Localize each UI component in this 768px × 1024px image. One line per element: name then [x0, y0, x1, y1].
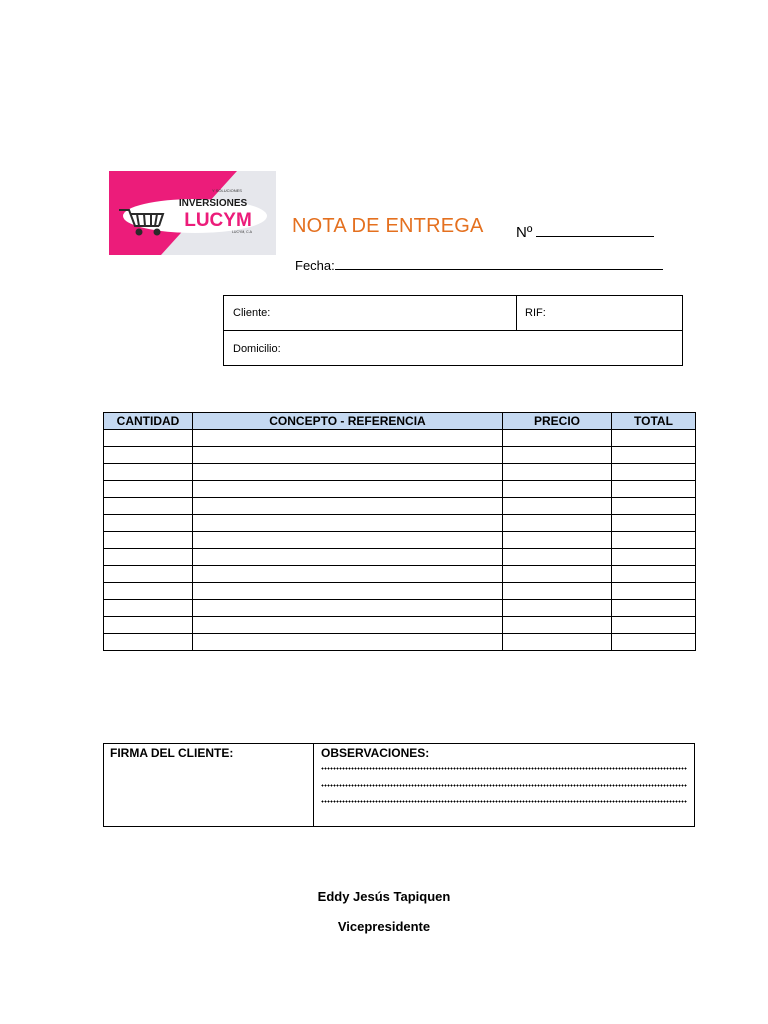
- table-cell: [612, 430, 696, 447]
- company-logo: [109, 171, 276, 255]
- table-cell: [503, 634, 612, 651]
- header-precio: PRECIO: [503, 413, 612, 430]
- table-cell: [193, 532, 503, 549]
- table-cell: [612, 447, 696, 464]
- observations-dotted-line: [321, 767, 687, 773]
- signature-observations-box: [103, 743, 695, 827]
- table-cell: [104, 430, 193, 447]
- client-row: [224, 296, 682, 331]
- table-row: [104, 600, 696, 617]
- table-cell: [612, 481, 696, 498]
- table-row: [104, 532, 696, 549]
- table-cell: [503, 430, 612, 447]
- table-cell: [193, 634, 503, 651]
- address-label: Domicilio:: [233, 343, 281, 355]
- table-cell: [612, 532, 696, 549]
- table-cell: [503, 617, 612, 634]
- signatory-role: Vicepresidente: [337, 919, 431, 934]
- table-cell: [104, 600, 193, 617]
- table-cell: [503, 464, 612, 481]
- table-cell: [104, 532, 193, 549]
- table-header-row: [104, 413, 696, 430]
- table-cell: [193, 447, 503, 464]
- table-cell: [503, 600, 612, 617]
- client-info-box: [223, 295, 683, 366]
- observations-dotted-line: [321, 800, 687, 806]
- client-label: Cliente:: [233, 307, 271, 319]
- table-cell: [104, 566, 193, 583]
- table-row: [104, 498, 696, 515]
- client-signature-label: FIRMA DEL CLIENTE:: [110, 746, 234, 760]
- table-cell: [612, 464, 696, 481]
- header-cantidad: CANTIDAD: [104, 413, 193, 430]
- table-cell: [503, 498, 612, 515]
- observations-dotted-line: [321, 784, 687, 790]
- date-field: [295, 257, 663, 273]
- table-row: [104, 464, 696, 481]
- table-cell: [612, 583, 696, 600]
- table-cell: [104, 515, 193, 532]
- logo-graphic: [109, 171, 276, 255]
- table-cell: [193, 481, 503, 498]
- table-cell: [612, 617, 696, 634]
- table-cell: [193, 430, 503, 447]
- table-cell: [503, 583, 612, 600]
- table-cell: [612, 600, 696, 617]
- header-total: TOTAL: [612, 413, 696, 430]
- table-cell: [503, 515, 612, 532]
- table-row: [104, 549, 696, 566]
- table-cell: [104, 634, 193, 651]
- table-cell: [104, 549, 193, 566]
- table-cell: [503, 481, 612, 498]
- table-cell: [503, 532, 612, 549]
- bottom-box-divider: [313, 744, 314, 826]
- table-row: [104, 634, 696, 651]
- number-label: Nº: [516, 224, 533, 241]
- table-cell: [193, 515, 503, 532]
- table-cell: [193, 549, 503, 566]
- table-cell: [612, 566, 696, 583]
- header-concepto: CONCEPTO - REFERENCIA: [193, 413, 503, 430]
- table-cell: [612, 498, 696, 515]
- table-cell: [612, 634, 696, 651]
- table-cell: [503, 447, 612, 464]
- table-cell: [104, 481, 193, 498]
- table-cell: [193, 566, 503, 583]
- table-cell: [104, 583, 193, 600]
- table-cell: [193, 498, 503, 515]
- table-row: [104, 583, 696, 600]
- date-label: Fecha:: [295, 258, 335, 273]
- table-row: [104, 515, 696, 532]
- number-field: [516, 222, 654, 241]
- date-blank-line: [335, 257, 663, 270]
- table-cell: [612, 515, 696, 532]
- observations-label: OBSERVACIONES:: [321, 746, 430, 760]
- table-cell: [193, 464, 503, 481]
- table-cell: [193, 583, 503, 600]
- logo-brand-line2: LUCYM: [184, 210, 252, 231]
- signatory-name: Eddy Jesús Tapiquen: [317, 889, 451, 904]
- logo-suffix: LUCYM, C.A: [231, 230, 253, 234]
- rif-label: RIF:: [525, 307, 546, 319]
- table-cell: [104, 617, 193, 634]
- logo-brand-line1: INVERSIONES: [178, 198, 248, 209]
- table-row: [104, 566, 696, 583]
- table-row: [104, 481, 696, 498]
- client-divider: [516, 296, 517, 331]
- table-cell: [104, 498, 193, 515]
- logo-top-text: Y SOLUCIONES: [212, 188, 242, 193]
- table-cell: [193, 600, 503, 617]
- items-table-body: [104, 430, 696, 651]
- table-row: [104, 430, 696, 447]
- table-cell: [503, 549, 612, 566]
- table-cell: [104, 447, 193, 464]
- table-cell: [612, 549, 696, 566]
- number-blank-line: [536, 222, 654, 237]
- page-title: NOTA DE ENTREGA: [292, 215, 484, 237]
- table-row: [104, 617, 696, 634]
- table-cell: [503, 566, 612, 583]
- table-row: [104, 447, 696, 464]
- table-cell: [193, 617, 503, 634]
- items-table: [103, 412, 696, 651]
- table-cell: [104, 464, 193, 481]
